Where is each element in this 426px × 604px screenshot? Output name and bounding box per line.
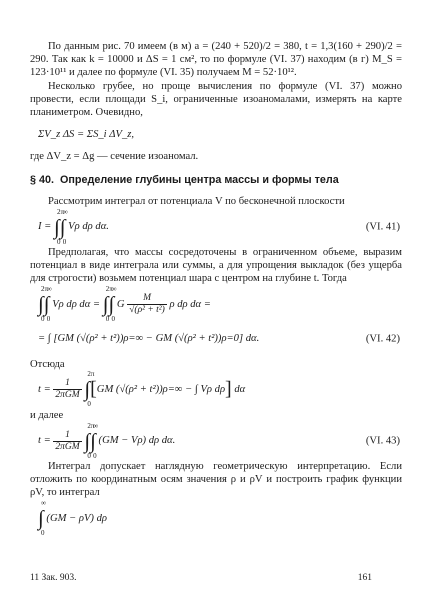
section-heading (30, 174, 402, 187)
equation-vi-42-line1: ∫ 2π 0 ∫ ∞ 0 Vρ dρ dα = ∫ 2π 0 ∫ ∞ 0 G $\frac{M}{\text{√(ρ² + t²)}}$ ρ dρ dα = (38, 285, 211, 324)
section-number: § 40. (30, 173, 55, 186)
paragraph-4: Рассмотрим интеграл от потенциала V по бесконечной плоскости (48, 195, 345, 207)
page-number: 161 (357, 573, 372, 583)
integral-sign: ∫ ∞ 0 (59, 207, 68, 246)
equation-number: (VI. 41) (365, 221, 400, 233)
equation-number: (VI. 42) (365, 333, 400, 345)
equation-last: ∫ ∞ 0 (GM − ρV) dρ (38, 499, 107, 538)
fraction: $\frac{M}{\text{√(ρ² + t²)}}$ (129, 293, 165, 316)
fraction: $\frac{1}{\text{2πGM}}$ (55, 378, 80, 401)
integral-sign: ∫ 2π 0 (84, 370, 95, 409)
page-content (30, 40, 402, 538)
equation-t-1: t = $\frac{1}{\text{2πGM}}$ ∫ 2π 0 [ GM (√(ρ² + t²))ρ=∞ − ∫ Vρ dρ ] dα (38, 370, 246, 409)
section-title: Определение глубины центра массы и формы тела (60, 173, 339, 186)
paragraph-5: Предполагая, что массы сосредоточены в ограниченном объеме, выразим потенциал в виде интеграла или суммы, а для упрощения выкладок (без ущерба для строгости) возьмем потенциал шара с центром на глубине t. Тогда (30, 247, 402, 285)
paragraph-2: Несколько грубее, но проще вычисления по формуле (VI. 37) можно провести, если площади S_i, ограниченные изоаномалами, измерять на карте планиметром. Очевидно, (30, 80, 402, 119)
paragraph-6: Отсюда (30, 358, 65, 370)
integral-sign: ∫ ∞ 0 (90, 421, 99, 460)
paragraph-8: Интеграл допускает наглядную геометрическую интерпретацию. Если отложить по координатным осям значения ρ и ρV и построить график функции ρV, то интеграл (30, 461, 402, 499)
equation-number: (VI. 43) (365, 435, 400, 447)
integral-sign: ∫ ∞ 0 (43, 285, 52, 324)
paragraph-1: По данным рис. 70 имеем (в м) a = (240 + 520)/2 = 380, t = 1,3(160 + 290)/2 = 290. Так как k = 10000 и ΔS = 1 см², то по формуле (VI. 37) находим (в г) M_S = 123·10¹¹ и далее по формуле (VI. 35) получаем M = 52·10¹². (30, 41, 402, 79)
integral-sign: ∫ 2π 0 (84, 421, 95, 460)
integral-sign: ∫ 2π 0 (38, 285, 49, 324)
integral-sign: ∫ 2π 0 (53, 207, 65, 246)
paragraph-3: где ΔV_z = Δg — сечение изоаномал. (30, 151, 199, 163)
integral-sign: ∫ ∞ 0 (108, 285, 117, 324)
integral-sign: ∫ 2π 0 (102, 285, 113, 324)
equation-sum: ΣV_z ΔS = ΣS_i ΔV_z, (38, 129, 135, 141)
equation-vi-41: I = ∫ 2π 0 ∫ ∞ 0 Vρ dρ dα. (VI. 41) (38, 207, 400, 246)
fraction: $\frac{1}{\text{2πGM}}$ (55, 429, 80, 452)
integral-sign: ∫ ∞ 0 (38, 499, 46, 538)
paragraph-7: и далее (30, 409, 64, 421)
equation-vi-42-line2: = ∫ [GM (√(ρ² + t²))ρ=∞ − GM (√(ρ² + t²))ρ=0] dα. (VI. 42) (38, 333, 400, 345)
printer-mark: 11 Зак. 903. (30, 573, 77, 583)
equation-vi-43: t = $\frac{1}{\text{2πGM}}$ ∫ 2π 0 ∫ ∞ 0 (GM − Vρ) dρ dα. (VI. 43) (38, 421, 400, 460)
